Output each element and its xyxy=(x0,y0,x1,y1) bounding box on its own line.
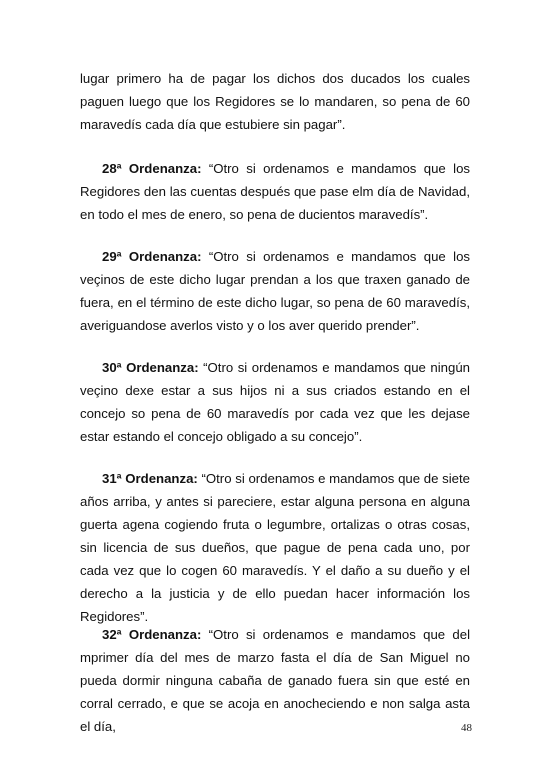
paragraph-text: “Otro si ordenamos e mandamos que de siete años arriba, y antes si pareciere, estar alguna persona en alguna guerta agena cogiendo fruta o legumbre, ortalizas o otras cosas, sin licencia de sus dueños, que pague de pena cada uno, por cada vez que lo cogen 60 maravedís. Y el daño a su dueño y el derecho a la justicia y de ello puedan hacer información los Regidores”. xyxy=(80,471,470,624)
ordenanza-heading: 31ª Ordenanza: xyxy=(102,471,198,486)
paragraph-ordenanza-30 xyxy=(80,356,470,448)
page-number: 48 xyxy=(461,722,472,734)
paragraph-text: “Otro si ordenamos e mandamos que los veçinos de este dicho lugar prendan a los que traxen ganado de fuera, en el término de este dicho lugar, so pena de 60 maravedís, averiguandose averlos visto y o los aver querido prender”. xyxy=(80,249,470,333)
ordenanza-heading: 30ª Ordenanza: xyxy=(102,360,199,375)
paragraph-text: “Otro si ordenamos e mandamos que del mprimer día del mes de marzo fasta el día de San Miguel no pueda dormir ninguna cabaña de ganado fuera sin que esté en corral cerrado, e que se acoja en anocheciendo e non salga asta el día, xyxy=(80,627,470,734)
paragraph-ordenanza-28 xyxy=(80,157,470,226)
ordenanza-heading: 28ª Ordenanza: xyxy=(102,161,202,176)
paragraph-ordenanza-31 xyxy=(80,467,470,628)
paragraph-text: “Otro si ordenamos e mandamos que los Regidores den las cuentas después que pase elm día de Navidad, en todo el mes de enero, so pena de ducientos maravedís”. xyxy=(80,161,470,222)
ordenanza-heading: 29ª Ordenanza: xyxy=(102,249,202,264)
paragraph-continuation xyxy=(80,67,470,136)
paragraph-ordenanza-32 xyxy=(80,623,470,738)
paragraph-text: “Otro si ordenamos e mandamos que ningún veçino dexe estar a sus hijos ni a sus criados estando en el concejo so pena de 60 maravedís por cada vez que les dejase estar estando el concejo obligado a su concejo”. xyxy=(80,360,470,444)
paragraph-ordenanza-29 xyxy=(80,245,470,337)
ordenanza-heading: 32ª Ordenanza: xyxy=(102,627,202,642)
paragraph-text: lugar primero ha de pagar los dichos dos ducados los cuales paguen luego que los Regidores se lo mandaren, so pena de 60 maravedís cada día que estubiere sin pagar”. xyxy=(80,71,470,132)
